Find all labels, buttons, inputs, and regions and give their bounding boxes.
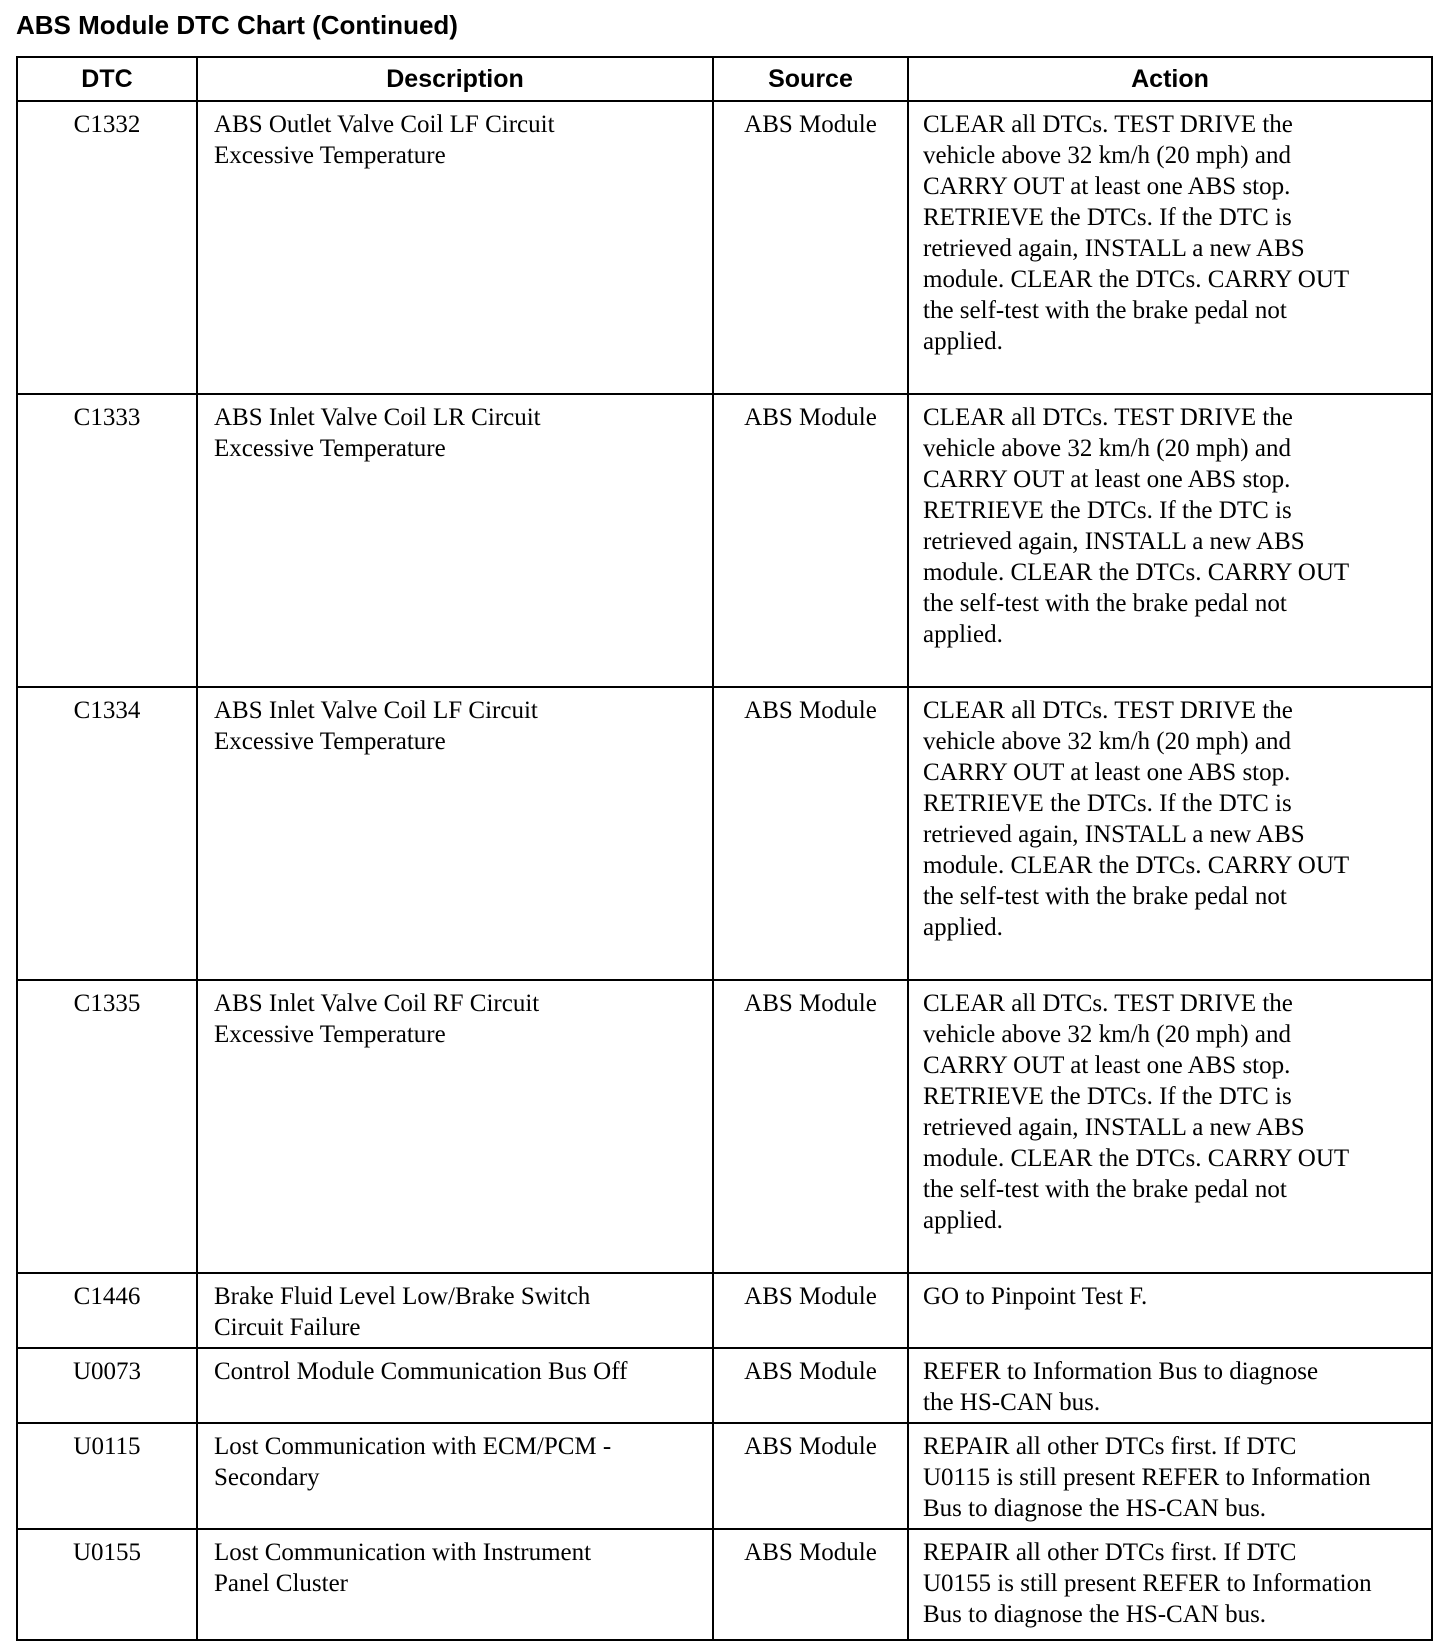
table-row [17,1529,1432,1640]
dtc-code: C1446 [17,1273,197,1348]
dtc-code: U0155 [17,1529,197,1640]
dtc-action: CLEAR all DTCs. TEST DRIVE the vehicle above 32 km/h (20 mph) and CARRY OUT at least one ABS stop. RETRIEVE the DTCs. If the DTC is retrieved again, INSTALL a new ABS module. CLEAR the DTCs. CARRY OUT the self-test with the brake pedal not applied. [908,394,1432,687]
column-header-description: Description [197,57,713,101]
table-row [17,1423,1432,1529]
table-row [17,101,1432,394]
table-row [17,980,1432,1273]
dtc-source: ABS Module [713,1348,908,1423]
dtc-source: ABS Module [713,1423,908,1529]
dtc-description: ABS Inlet Valve Coil RF Circuit Excessive Temperature [197,980,713,1273]
table-row [17,687,1432,980]
dtc-source: ABS Module [713,687,908,980]
dtc-source: ABS Module [713,980,908,1273]
dtc-description: ABS Inlet Valve Coil LR Circuit Excessive Temperature [197,394,713,687]
column-header-action: Action [908,57,1432,101]
dtc-description: Control Module Communication Bus Off [197,1348,713,1423]
dtc-description: ABS Inlet Valve Coil LF Circuit Excessive Temperature [197,687,713,980]
dtc-action: GO to Pinpoint Test F. [908,1273,1432,1348]
dtc-code: U0115 [17,1423,197,1529]
dtc-code: C1334 [17,687,197,980]
dtc-action: REPAIR all other DTCs first. If DTC U0115 is still present REFER to Information Bus to diagnose the HS-CAN bus. [908,1423,1432,1529]
dtc-action: REPAIR all other DTCs first. If DTC U0155 is still present REFER to Information Bus to diagnose the HS-CAN bus. [908,1529,1432,1640]
dtc-source: ABS Module [713,394,908,687]
table-row [17,1348,1432,1423]
dtc-code: C1333 [17,394,197,687]
dtc-code: C1335 [17,980,197,1273]
dtc-source: ABS Module [713,1529,908,1640]
column-header-dtc: DTC [17,57,197,101]
dtc-description: ABS Outlet Valve Coil LF Circuit Excessive Temperature [197,101,713,394]
dtc-description: Lost Communication with Instrument Panel Cluster [197,1529,713,1640]
dtc-action: CLEAR all DTCs. TEST DRIVE the vehicle above 32 km/h (20 mph) and CARRY OUT at least one ABS stop. RETRIEVE the DTCs. If the DTC is retrieved again, INSTALL a new ABS module. CLEAR the DTCs. CARRY OUT the self-test with the brake pedal not applied. [908,101,1432,394]
table-row [17,1273,1432,1348]
table-header-row [17,57,1432,101]
dtc-code: U0073 [17,1348,197,1423]
table-row [17,394,1432,687]
dtc-action: CLEAR all DTCs. TEST DRIVE the vehicle above 32 km/h (20 mph) and CARRY OUT at least one ABS stop. RETRIEVE the DTCs. If the DTC is retrieved again, INSTALL a new ABS module. CLEAR the DTCs. CARRY OUT the self-test with the brake pedal not applied. [908,687,1432,980]
dtc-code: C1332 [17,101,197,394]
column-header-source: Source [713,57,908,101]
dtc-source: ABS Module [713,1273,908,1348]
dtc-action: CLEAR all DTCs. TEST DRIVE the vehicle above 32 km/h (20 mph) and CARRY OUT at least one ABS stop. RETRIEVE the DTCs. If the DTC is retrieved again, INSTALL a new ABS module. CLEAR the DTCs. CARRY OUT the self-test with the brake pedal not applied. [908,980,1432,1273]
dtc-description: Lost Communication with ECM/PCM - Secondary [197,1423,713,1529]
dtc-action: REFER to Information Bus to diagnose the HS-CAN bus. [908,1348,1432,1423]
dtc-description: Brake Fluid Level Low/Brake Switch Circuit Failure [197,1273,713,1348]
page-title: ABS Module DTC Chart (Continued) [16,10,458,40]
dtc-table [16,56,1433,1641]
dtc-source: ABS Module [713,101,908,394]
